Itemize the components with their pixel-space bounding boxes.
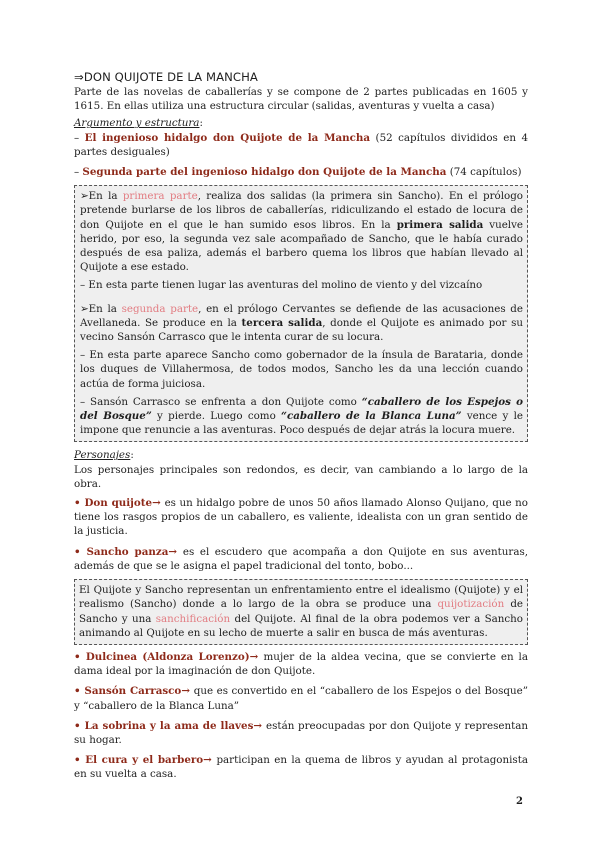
characters-intro: Los personajes principales son redondos, es decir, van cambiando a lo largo de la obra. — [74, 463, 528, 490]
character-description: están preocupadas por don Quijote y representan su hogar. — [74, 719, 529, 746]
character-cura — [74, 753, 528, 781]
quijotizacion-highlight: quijotización — [437, 598, 505, 611]
second-part-barataria: – En esta parte aparece Sancho como gobernador de la ínsula de Barataria, donde los duques de Villahermosa, de todos modos, Sancho les da una lección cuando actúa de forma juiciosa. — [80, 349, 523, 390]
second-part-sanson — [80, 395, 523, 438]
text-span: – Sansón Carrasco se enfrenta a don Quijote como — [80, 395, 362, 408]
bullet: • — [74, 685, 85, 698]
third-sally-highlight: tercera salida — [241, 316, 323, 329]
character-name: El cura y el barbero — [85, 754, 204, 767]
text-span: vence y le impone que renuncie a las aventuras. Poco después de dejar atrás la locura muere. — [80, 410, 523, 437]
section-title: ⇒DON QUIJOTE DE LA MANCHA — [74, 70, 258, 84]
bullet: • — [74, 545, 87, 558]
characters-label: Personajes — [74, 449, 131, 462]
first-part-highlight: primera parte — [122, 190, 198, 203]
text-span: del Quijote. Al final de la obra podemos ver a Sancho animando al Quijote en su lecho de muerte a salir en busca de más aventuras. — [79, 612, 523, 639]
bullet: • — [74, 719, 85, 732]
character-name: Sancho panza — [86, 545, 169, 558]
sanchificacion-highlight: sanchificación — [155, 612, 231, 625]
argument-heading — [74, 116, 528, 130]
part-one-title: El ingenioso hidalgo don Quijote de la Mancha — [84, 131, 371, 144]
character-sancho — [74, 545, 528, 573]
structure-box — [74, 185, 528, 442]
part-one-line — [74, 131, 528, 159]
text-span: ➢En la — [80, 302, 122, 315]
dash: – — [74, 131, 85, 144]
text-span: , realiza dos salidas (la primera sin Sancho). En el prólogo pretende burlarse de los libros de caballerías, ridiculizando el estado de locura de don Quijote en el que le han sumido esos libros. En la — [80, 190, 523, 231]
first-sally-highlight: primera salida — [396, 218, 484, 231]
part-two-title: Segunda parte del ingenioso hidalgo don Quijote de la Mancha — [82, 166, 447, 179]
character-name: Sansón Carrasco — [84, 685, 182, 698]
character-description: que es convertido en el “caballero de los Espejos o del Bosque” y “caballero de la Blanca Luna” — [74, 685, 528, 712]
text-span: ➢En la — [80, 190, 123, 203]
character-description: participan en la quema de libros y ayudan al protagonista en su vuelta a casa. — [74, 754, 528, 781]
character-name: Don quijote — [84, 497, 153, 510]
part-one-detail: (52 capítulos divididos en 4 partes desiguales) — [74, 131, 529, 158]
text-span: El Quijote y Sancho representan un enfrentamiento entre el idealismo (Quijote) y el realismo (Sancho) donde a lo largo de la obra se produce una — [79, 584, 523, 611]
character-sobrina — [74, 719, 528, 747]
intro-paragraph: Parte de las novelas de caballerías y se compone de 2 partes publicadas en 1605 y 1615. En ellas utiliza una estructura circular (salidas, aventuras y vuelta a casa) — [74, 86, 528, 113]
character-quijote — [74, 496, 528, 539]
first-part-adventures: – En esta parte tienen lugar las aventuras del molino de viento y del vizcaíno — [80, 279, 483, 292]
characters-colon: : — [130, 449, 134, 462]
character-name: La sobrina y la ama de llaves — [84, 719, 254, 732]
argument-label: Argumento y estructura — [74, 117, 200, 130]
character-sanson — [74, 684, 528, 712]
second-part-paragraph — [80, 302, 523, 345]
character-dulcinea — [74, 650, 528, 678]
text-span: de Sancho y una — [79, 598, 523, 625]
part-two-line — [74, 165, 528, 179]
first-part-paragraph — [80, 189, 523, 274]
blanca-luna-quote: “caballero de la Blanca Luna” — [281, 410, 462, 423]
characters-heading — [74, 448, 528, 462]
arrow-icon: → — [152, 497, 165, 510]
character-description: es el escudero que acompaña a don Quijote en sus aventuras, además de que se le asigna el papel tradicional del tonto, bobo... — [74, 545, 529, 572]
second-part-highlight: segunda parte — [121, 302, 199, 315]
page-content — [74, 70, 528, 782]
argument-colon: : — [199, 117, 203, 130]
bullet: • — [74, 650, 86, 663]
text-span: y pierde. Luego como — [151, 410, 282, 423]
idealism-paragraph — [79, 583, 523, 640]
text-span: , donde el Quijote es animado por su vecino Sansón Carrasco que le intenta curar de su locura. — [80, 316, 523, 344]
arrow-icon: → — [168, 545, 183, 558]
bullet: • — [74, 754, 86, 767]
arrow-icon: → — [249, 650, 264, 663]
character-description: mujer de la aldea vecina, que se convierte en la dama ideal por la imaginación de don Quijote. — [74, 650, 528, 678]
character-description: es un hidalgo pobre de unos 50 años llamado Alonso Quijano, que no tiene los rasgos propios de un caballero, es valiente, idealista con un gran sentido de la justicia. — [74, 497, 528, 538]
arrow-icon: → — [253, 719, 267, 732]
part-two-detail: (74 capítulos) — [446, 166, 522, 179]
arrow-icon: → — [181, 685, 194, 698]
dash: – — [74, 166, 83, 179]
idealism-box — [74, 579, 528, 645]
page-number: 2 — [516, 796, 523, 807]
character-name: Dulcinea (Aldonza Lorenzo) — [85, 650, 250, 663]
text-span: , en el prólogo Cervantes se defiende de las acusaciones de Avellaneda. Se produce en la — [80, 302, 523, 329]
arrow-icon: → — [203, 754, 217, 767]
text-span: vuelve herido, por eso, la segunda vez sale acompañado de Sancho, que le había curado después de esa paliza, además el barbero quema los libros que habían llevado al Quijote a ese estado. — [80, 218, 523, 274]
bullet: • — [74, 497, 85, 510]
espejos-quote: “caballero de los Espejos o del Bosque” — [80, 395, 523, 423]
